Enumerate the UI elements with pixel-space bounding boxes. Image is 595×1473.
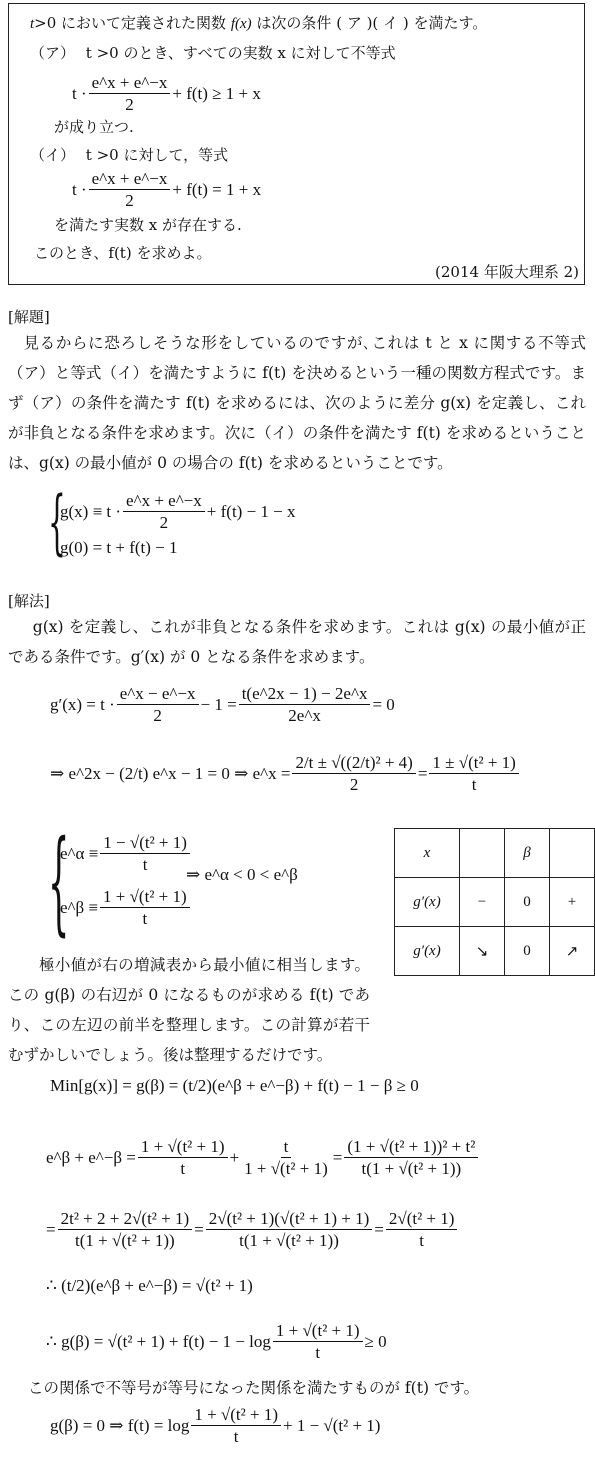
sum-equation: [46, 1136, 480, 1180]
eq-lhs: t ·: [72, 179, 87, 199]
numerator: 1 ± √(t² + 1): [429, 752, 518, 774]
fraction: [429, 752, 518, 796]
denominator: t: [471, 775, 477, 795]
deriv-mid: − 1 =: [200, 694, 237, 714]
denominator: t(1 + √(t² + 1)): [75, 1231, 175, 1251]
denominator: 2: [159, 513, 169, 533]
therefore-equation-1: ∴ (t/2)(e^β + e^−β) = √(t² + 1): [46, 1276, 253, 1295]
variation-table: [394, 828, 595, 976]
numerator: 2/t ± √((2/t)² + 4): [292, 752, 415, 774]
table-cell: g′(x): [395, 878, 460, 927]
denominator: 1 + √(t² + 1): [244, 1159, 328, 1179]
numerator: t(e^2x − 1) − 2e^x: [239, 683, 371, 705]
min-g-equation: Min[g(x)] = g(β) = (t/2)(e^β + e^−β) + f(t) − 1 − β ≥ 0: [50, 1076, 419, 1095]
g-definition-2: g(0) = t + f(t) − 1: [60, 538, 178, 557]
fraction: [241, 1136, 331, 1180]
final-answer: [50, 1404, 380, 1448]
table-cell: [460, 829, 505, 878]
table-cell: β: [505, 829, 550, 878]
eq-rhs: + f(t) = 1 + x: [172, 179, 262, 199]
numerator: 2t² + 2 + 2√(t² + 1): [58, 1208, 193, 1230]
solution-paragraph-3: この関係で不等号が等号になった関係を満たすものが f(t) です。: [28, 1379, 480, 1397]
equals: =: [417, 763, 428, 783]
explanation-heading: [解題]: [8, 308, 50, 326]
fraction: [58, 1208, 193, 1252]
numerator: e^x + e^−x: [89, 72, 171, 94]
condition-b-exists: を満たす実数 x が存在する.: [54, 216, 242, 234]
plus-sign: +: [229, 1147, 240, 1167]
numerator: e^x − e^−x: [117, 683, 199, 705]
therefore2-rhs: ≥ 0: [364, 1331, 387, 1351]
fraction: [138, 1136, 228, 1180]
condition-a-text: t >0 のとき、すべての実数 x に対して不等式: [85, 44, 396, 62]
therefore2-lhs: ∴ g(β) = √(t² + 1) + f(t) − 1 − log: [46, 1331, 271, 1351]
numerator: (1 + √(t² + 1))² + t²: [344, 1136, 478, 1158]
derivative-equation: [50, 683, 395, 727]
condition-b-equation: [72, 168, 261, 212]
solution-paragraph-1: g(x) を定義し、これが非負となる条件を求めます。これは g(x) の最小値が正である条件です。g′(x) が 0 となる条件を求めます。: [8, 618, 586, 666]
table-cell: ↘: [460, 927, 505, 976]
fraction: [89, 72, 171, 116]
fraction: [344, 1136, 478, 1180]
denominator: 2: [349, 775, 359, 795]
fraction: [386, 1208, 458, 1252]
fraction: [206, 1208, 373, 1252]
table-row: [395, 878, 595, 927]
table-cell: −: [460, 878, 505, 927]
problem-line1-end: は次の条件 ( ア )( イ ) を満たす。: [251, 14, 488, 32]
denominator: t: [142, 909, 148, 929]
numerator: e^x + e^−x: [123, 490, 205, 512]
numerator: 1 + √(t² + 1): [138, 1136, 228, 1158]
problem-line1: >0 において定義された関数: [34, 14, 231, 32]
alpha-beta-conclusion: ⇒ e^α < 0 < e^β: [186, 865, 298, 884]
denominator: t: [142, 855, 148, 875]
condition-b-text: t >0 に対して，等式: [85, 146, 229, 164]
denominator: 2: [125, 95, 134, 115]
table-cell: +: [550, 878, 595, 927]
denominator: t: [180, 1159, 186, 1179]
alpha-lhs: e^α ≡: [60, 843, 99, 863]
numerator: 2√(t² + 1)(√(t² + 1) + 1): [206, 1208, 373, 1230]
condition-a-equation: [72, 72, 261, 116]
denominator: t: [233, 1427, 239, 1447]
fraction: [191, 1404, 281, 1448]
fraction: [123, 490, 205, 534]
equals-sign: =: [46, 1219, 56, 1239]
eq-rhs: + f(t) ≥ 1 + x: [172, 83, 261, 103]
denominator: t(1 + √(t² + 1)): [239, 1231, 339, 1251]
equals-sign: =: [374, 1219, 384, 1239]
beta-lhs: e^β ≡: [60, 897, 99, 917]
denominator: t(1 + √(t² + 1)): [361, 1159, 462, 1179]
condition-a-label: （ア）: [30, 44, 76, 62]
question: このとき、f(t) を求めよ。: [34, 244, 212, 262]
problem-t: t: [30, 16, 35, 32]
deriv-rhs: = 0: [372, 694, 395, 714]
sum-lhs: e^β + e^−β =: [46, 1147, 136, 1167]
numerator: e^x + e^−x: [89, 168, 171, 190]
table-cell: g′(x): [395, 927, 460, 976]
therefore-equation-2: [46, 1320, 387, 1364]
beta-definition: [60, 886, 192, 930]
fraction: [273, 1320, 363, 1364]
g-definition-1: [60, 490, 296, 534]
g-def-rhs: + f(t) − 1 − x: [206, 501, 296, 521]
condition-b-label: （イ）: [30, 146, 76, 164]
table-cell: x: [395, 829, 460, 878]
fraction: [292, 752, 415, 796]
table-cell: ↗: [550, 927, 595, 976]
problem-statement: [30, 14, 487, 33]
equals-sign: =: [332, 1147, 343, 1167]
deriv-lhs: g′(x) = t ·: [50, 694, 115, 714]
table-cell: 0: [505, 878, 550, 927]
numerator: 2√(t² + 1): [386, 1208, 458, 1230]
table-cell: [550, 829, 595, 878]
table-cell: 0: [505, 927, 550, 976]
condition-b: [30, 146, 228, 164]
problem-fx: f(x): [230, 16, 252, 32]
numerator: 1 + √(t² + 1): [191, 1404, 281, 1426]
table-row: [395, 829, 595, 878]
eq-lhs: t ·: [72, 83, 87, 103]
fraction: [100, 886, 190, 930]
solution-heading: [解法]: [8, 592, 50, 610]
condition-a-holds: が成り立つ.: [54, 118, 134, 136]
fraction: [239, 683, 371, 727]
fraction: [100, 832, 190, 876]
denominator: t: [419, 1231, 425, 1251]
solution-paragraph-2: 極小値が右の増減表から最小値に相当します。この g(β) の右辺が 0 になるものが求める f(t) であり、この左辺の前半を整理します。この計算が若干むずかしいでしょう。後は整理するだけです。: [8, 956, 370, 1064]
quadratic-equation: [50, 752, 521, 796]
left-brace: {: [48, 817, 70, 947]
numerator: 1 + √(t² + 1): [100, 886, 190, 908]
simplify-equation: [46, 1208, 459, 1252]
numerator: 1 + √(t² + 1): [273, 1320, 363, 1342]
numerator: t: [281, 1136, 292, 1158]
final-lhs: g(β) = 0 ⇒ f(t) = log: [50, 1415, 190, 1435]
table-row: [395, 927, 595, 976]
alpha-definition: [60, 832, 192, 876]
left-brace: {: [48, 481, 66, 563]
explanation-paragraph: 見るからに恐ろしそうな形をしているのですが､これは t と x に関する不等式（ア）と等式（イ）を満たすように f(t) を決めるという一種の関数方程式です。まず（ア）の条件を満たす f(t) を求めるには、次のように差分 g(x) を定義し、これが非負となる条件を求めます。次に（イ）の条件を満たす f(t) を求めるということは、g(x) の最小値が 0 の場合の f(t) を求めるということです。: [8, 334, 586, 472]
condition-a: [30, 44, 396, 62]
denominator: 2: [125, 191, 134, 211]
denominator: 2e^x: [288, 706, 321, 726]
fraction: [117, 683, 199, 727]
fraction: [89, 168, 171, 212]
equals-sign: =: [194, 1219, 204, 1239]
source-label: (2014 年阪大理系 2): [435, 263, 579, 281]
denominator: t: [315, 1343, 321, 1363]
numerator: 1 − √(t² + 1): [100, 832, 190, 854]
denominator: 2: [153, 706, 162, 726]
quad-lhs: ⇒ e^2x − (2/t) e^x − 1 = 0 ⇒ e^x =: [50, 763, 291, 783]
g-def-lhs: g(x) ≡ t ·: [60, 501, 122, 521]
final-rhs: + 1 − √(t² + 1): [282, 1415, 381, 1435]
